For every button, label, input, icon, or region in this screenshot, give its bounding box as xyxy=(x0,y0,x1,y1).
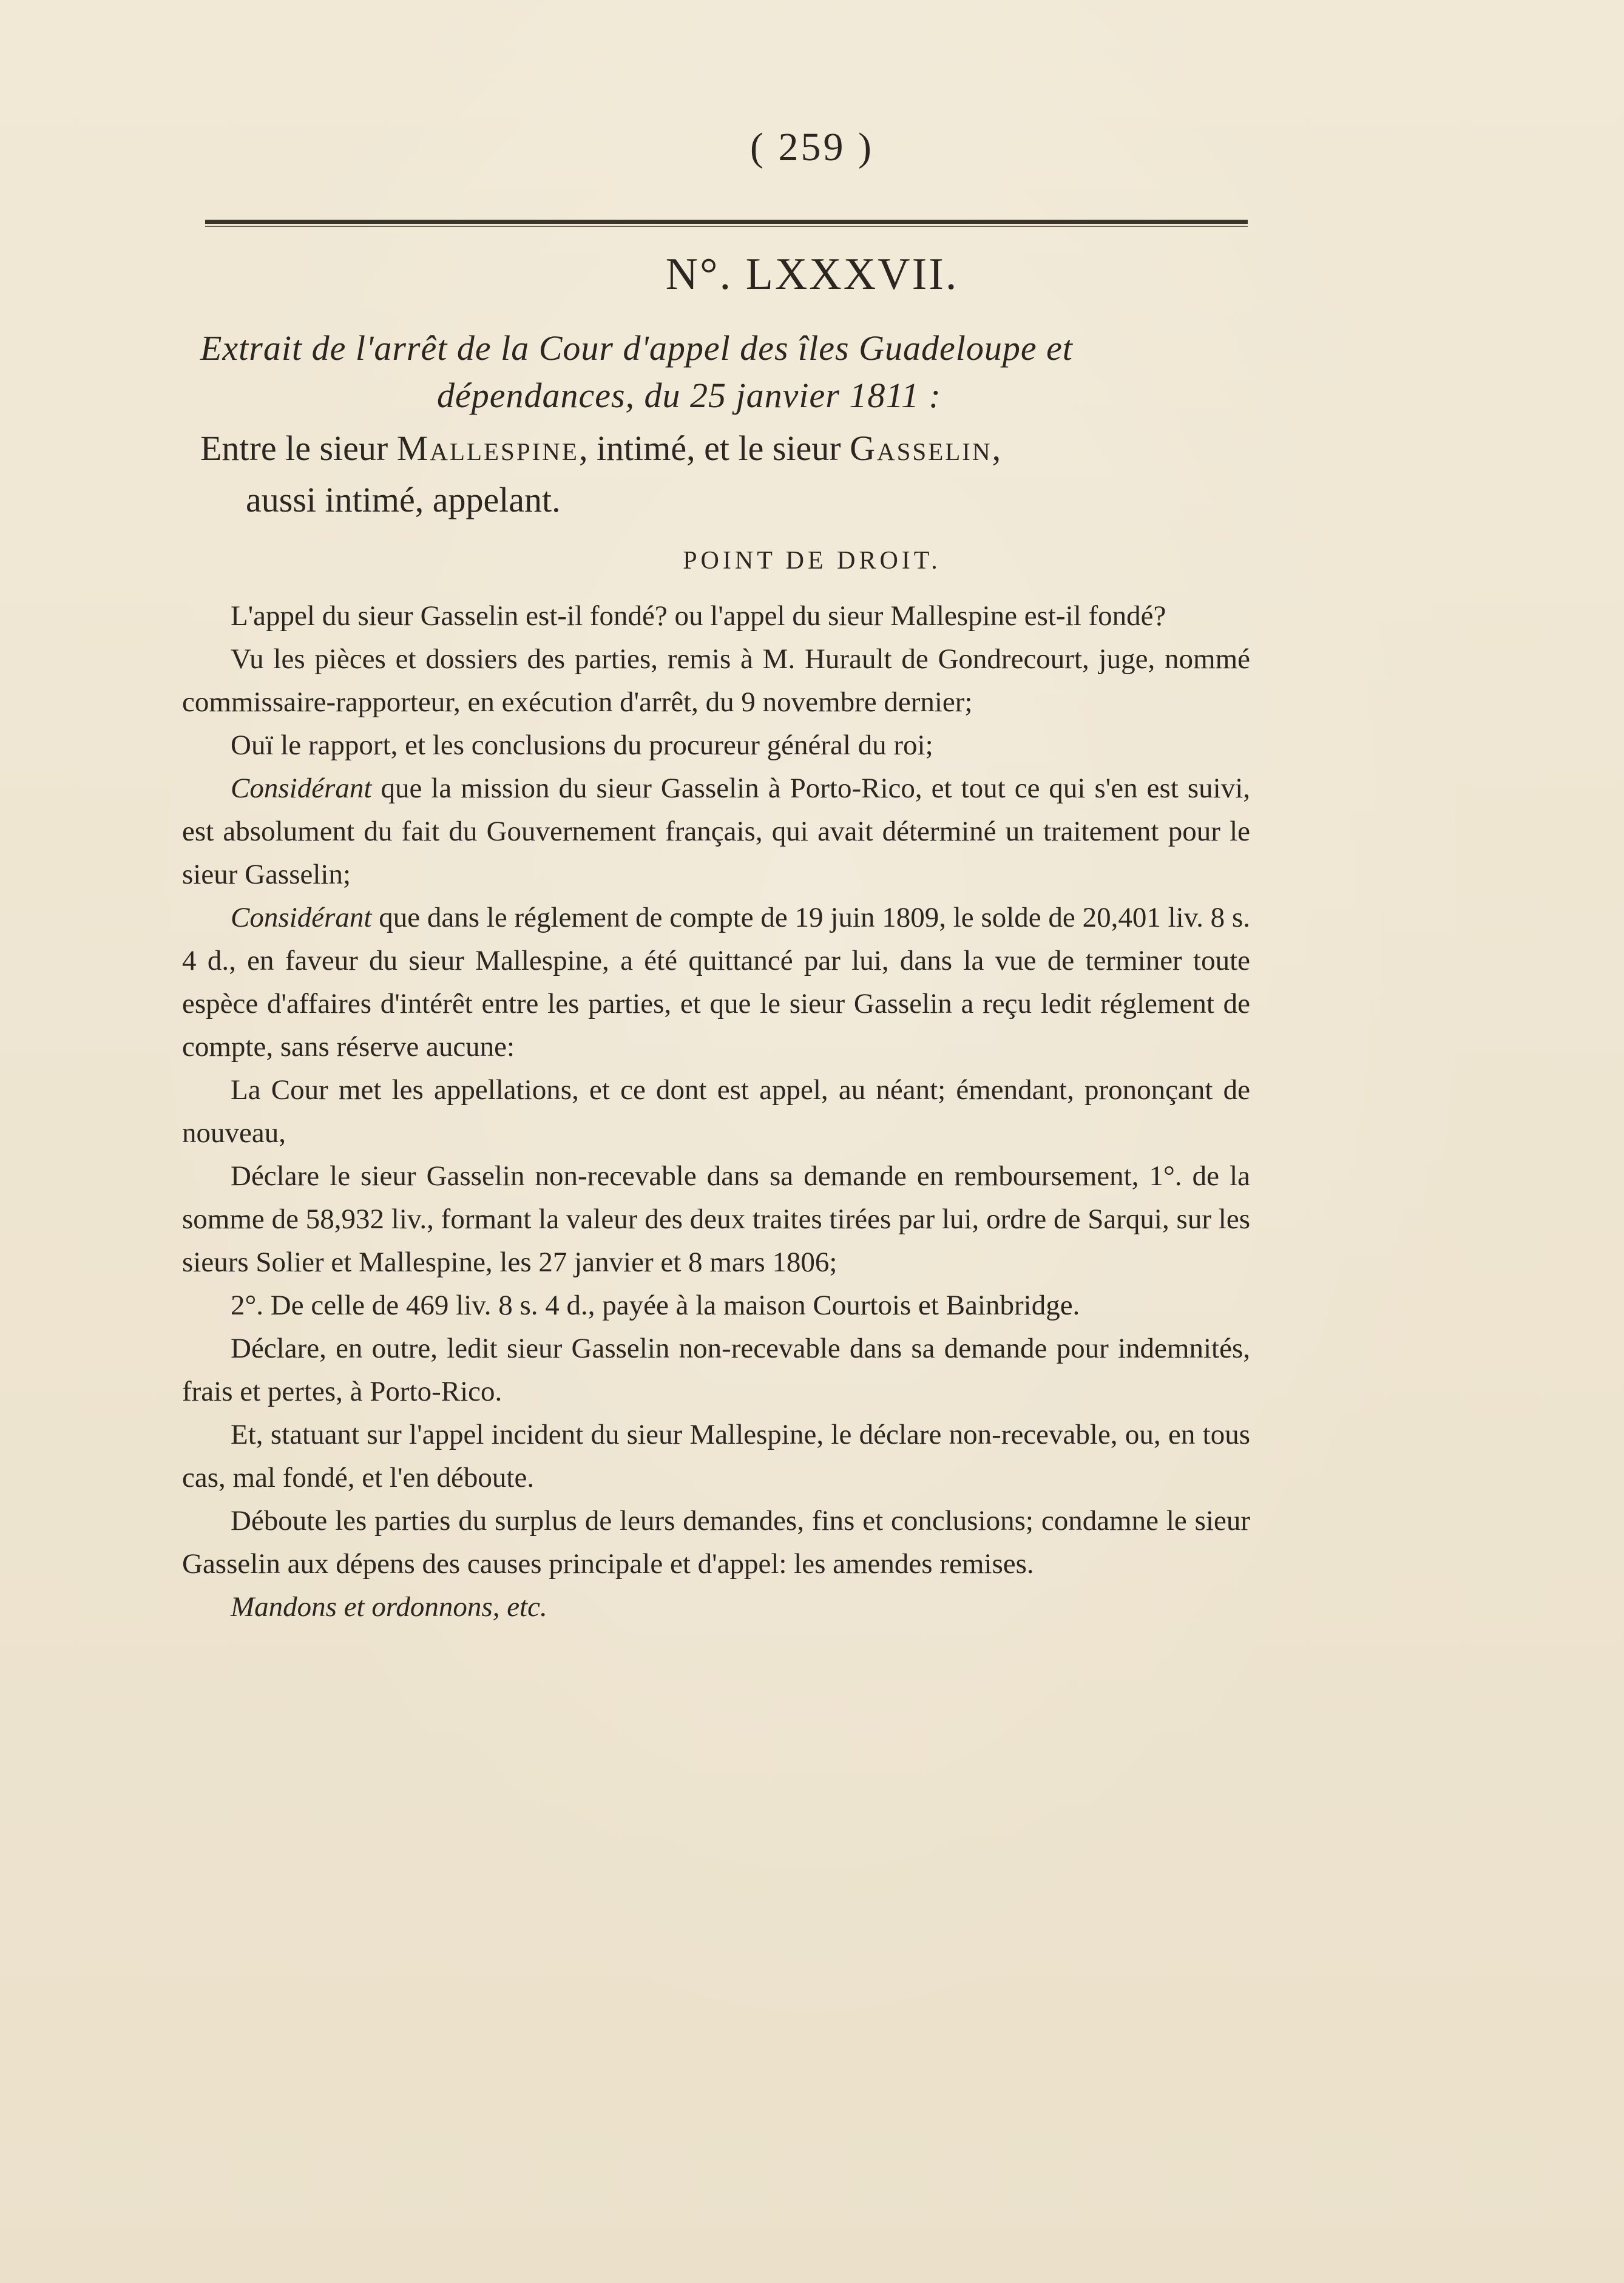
paragraph: Déclare le sieur Gasselin non-recevable dans sa demande en remboursement, 1°. de la somme de 58,932 liv., formant la valeur des deux traites tirées par lui, ordre de Sarqui, sur les sieurs Solier et Mallespine, les 27 janvier et 8 mars 1806; xyxy=(182,1160,1250,1278)
parties-line-2: aussi intimé, appelant. xyxy=(246,480,561,519)
paragraph: 2°. De celle de 469 liv. 8 s. 4 d., payée à la maison Courtois et Bainbridge. xyxy=(231,1290,1080,1321)
party-name-1: Mallespine xyxy=(396,428,579,468)
parties-line-1 xyxy=(200,428,1250,468)
header-rule-thin xyxy=(205,226,1248,227)
section-heading: POINT DE DROIT. xyxy=(683,547,941,575)
title-line-2: dépendances, du 25 janvier 1811 : xyxy=(437,376,941,415)
paragraph: L'appel du sieur Gasselin est-il fondé? ou l'appel du sieur Mallespine est-il fondé? xyxy=(231,600,1166,632)
paragraph xyxy=(182,767,1250,896)
party-name-2: Gasselin xyxy=(850,428,992,468)
paragraph: Et, statuant sur l'appel incident du sieur Mallespine, le déclare non-recevable, ou, en tous cas, mal fondé, et l'en déboute. xyxy=(182,1419,1250,1493)
parties-text-a: Entre le sieur xyxy=(200,428,397,468)
section-number: N°. LXXXVII. xyxy=(665,249,959,299)
body-text xyxy=(182,595,1250,1629)
parties-text-c: , xyxy=(992,428,1001,468)
page-number: ( 259 ) xyxy=(750,125,874,169)
paragraph-text: que dans le réglement de compte de 19 juin 1809, le solde de 20,401 liv. 8 s. 4 d., en faveur du sieur Mallespine, a été quittancé par lui, dans la vue de terminer toute espèce d'affaires d'intérêt entre les parties, et que le sieur Gasselin a reçu ledit réglement de compte, sans réserve aucune: xyxy=(182,902,1251,1063)
paragraph: La Cour met les appellations, et ce dont est appel, au néant; émendant, prononçant de nouveau, xyxy=(182,1074,1250,1149)
parties-text-b: , intimé, et le sieur xyxy=(578,428,850,468)
considerant-label: Considérant xyxy=(231,773,372,804)
paragraph: Déclare, en outre, ledit sieur Gasselin non-recevable dans sa demande pour indemnités, frais et pertes, à Porto-Rico. xyxy=(182,1333,1250,1407)
header-rule xyxy=(205,220,1248,224)
paragraph: Ouï le rapport, et les conclusions du procureur général du roi; xyxy=(231,729,933,761)
paragraph: Déboute les parties du surplus de leurs demandes, fins et conclusions; condamne le sieur Gasselin aux dépens des causes principale et d'appel: les amendes remises. xyxy=(182,1505,1250,1580)
paragraph: Vu les pièces et dossiers des parties, remis à M. Hurault de Gondrecourt, juge, nommé commissaire-rapporteur, en exécution d'arrêt, du 9 novembre dernier; xyxy=(182,643,1250,718)
closing-formula: Mandons et ordonnons, etc. xyxy=(231,1591,547,1623)
paragraph-text: que la mission du sieur Gasselin à Porto-Rico, et tout ce qui s'en est suivi, est absolument du fait du Gouvernement français, qui avait déterminé un traitement pour le sieur Gasselin; xyxy=(182,773,1251,890)
considerant-label: Considérant xyxy=(231,902,372,933)
title-line-1: Extrait de l'arrêt de la Cour d'appel des îles Guadeloupe et xyxy=(200,328,1073,368)
paragraph xyxy=(182,896,1250,1069)
